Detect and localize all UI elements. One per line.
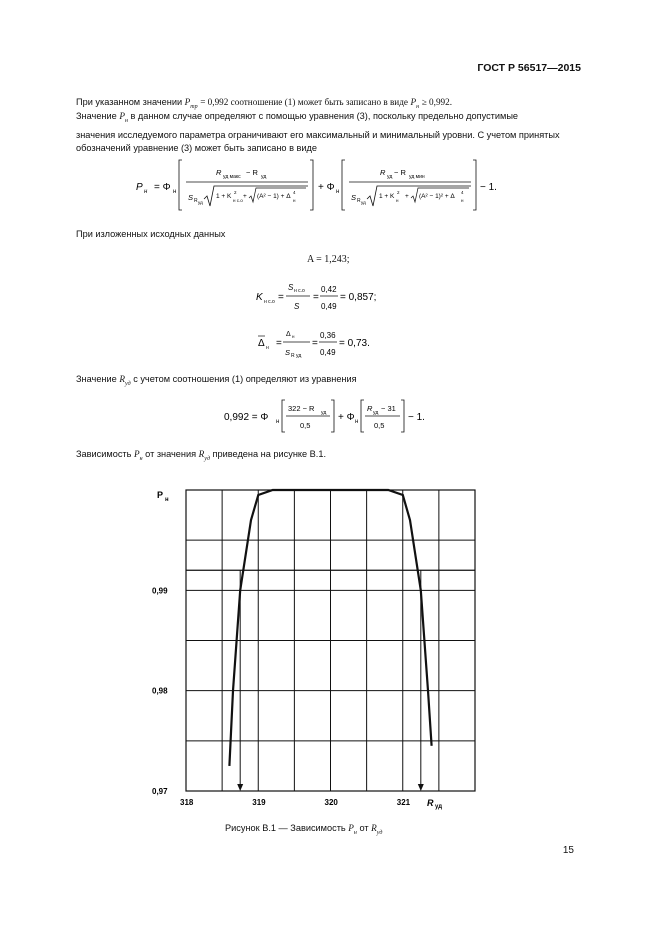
svg-text:+: + — [405, 193, 409, 200]
paragraph-1: При указанном значении $P_{mp} = 0,992$ соотношение (1) может быть записано в виде $P_н \ge 0,992$. — [76, 97, 453, 110]
p1-symbol: P — [184, 97, 191, 107]
chart-x-tick-label: 318 — [180, 798, 194, 807]
eq-main-tail: − 1. — [480, 182, 497, 193]
svg-text:н: н — [293, 198, 296, 203]
svg-text:уд: уд — [198, 200, 203, 205]
eq-main-lhs: P — [136, 182, 143, 193]
eq-final-den2: 0,5 — [374, 421, 385, 430]
svg-text:− R: − R — [394, 168, 406, 177]
svg-text:=: = — [278, 292, 284, 303]
eq-D-den2: 0,49 — [320, 348, 336, 357]
p1-text-b: = 0,992 соотношение (1) может быть записано в виде — [200, 97, 408, 107]
svg-text:+ Φ: + Φ — [318, 182, 335, 193]
svg-text:н с.о: н с.о — [264, 299, 275, 305]
svg-text:S: S — [351, 193, 357, 202]
p2-text-a: Значение — [76, 111, 117, 121]
figure-caption: Рисунок В.1 — Зависимость $P_н$ от $R_{уд}$ — [225, 823, 383, 836]
svg-text:н с.о: н с.о — [294, 288, 305, 294]
svg-text:н с.о: н с.о — [233, 198, 243, 203]
svg-text:н: н — [266, 345, 269, 351]
eq-final-lhs: 0,992 = Φ — [224, 412, 269, 423]
eq-K-den2: 0,49 — [321, 302, 337, 311]
main-equation — [130, 152, 510, 216]
chart-y-tick-label: 0,97 — [152, 787, 168, 796]
svg-text:4: 4 — [461, 190, 464, 195]
equation-final — [220, 396, 440, 436]
p5-text-b: от значения — [145, 449, 197, 459]
document-header: ГОСТ Р 56517—2015 — [477, 62, 581, 74]
svg-text:R: R — [194, 198, 198, 204]
eq-K-result: = 0,857; — [340, 292, 377, 303]
svg-text:уд: уд — [361, 200, 366, 205]
svg-text:+: + — [243, 193, 247, 200]
chart-y-tick-label: 0,98 — [152, 686, 168, 696]
equation-delta — [252, 324, 402, 360]
eq-final-num2: R — [367, 404, 373, 413]
svg-text:− R: − R — [246, 168, 258, 177]
svg-text:=: = — [276, 338, 282, 349]
eq-K-num1: S — [288, 283, 294, 292]
svg-text:Δ: Δ — [286, 331, 291, 338]
chart-ticks — [152, 586, 411, 807]
svg-text:1 + K: 1 + K — [379, 193, 395, 200]
paragraph-5: Зависимость $P_н$ от значения $R_{уд}$ приведена на рисунке В.1. — [76, 449, 327, 462]
svg-text:н: н — [165, 497, 169, 503]
paragraph-2: Значение $P_н$ в данном случае определяют с помощью уравнения (3), поскольку предельно допустимые значения исследуемого параметра ограничивают его максимальный и минимальный уровни. С учетом принятых обозначений уравнение (3) может быть записано в виде — [76, 110, 586, 156]
svg-text:уд: уд — [261, 174, 267, 180]
svg-text:R уд: R уд — [291, 353, 302, 359]
chart-x-tick-label: 319 — [252, 798, 266, 807]
eq-D-num2: 0,36 — [320, 331, 336, 340]
p4-text-a: Значение — [76, 374, 117, 384]
chart-xlabel: R — [427, 798, 434, 808]
svg-text:(A² − 1) + Δ: (A² − 1) + Δ — [257, 193, 291, 200]
figure-chart — [145, 480, 490, 810]
chart-x-tick-label: 320 — [324, 798, 338, 807]
svg-text:2: 2 — [234, 190, 237, 195]
svg-text:2: 2 — [397, 190, 400, 195]
chart-marker-arrow — [237, 784, 243, 791]
svg-text:=: = — [312, 338, 318, 349]
svg-text:R: R — [380, 168, 386, 177]
svg-text:+ Φ: + Φ — [338, 412, 355, 423]
svg-text:н: н — [336, 189, 340, 195]
svg-text:уд: уд — [321, 410, 327, 416]
svg-text:4: 4 — [293, 190, 296, 195]
svg-text:R: R — [357, 198, 361, 204]
svg-text:н: н — [292, 334, 295, 339]
svg-text:н: н — [461, 198, 464, 203]
equation-K — [250, 278, 400, 314]
svg-text:н: н — [173, 189, 177, 195]
p2-line-3: обозначений уравнение (3) может быть записано в виде — [76, 143, 318, 154]
chart-x-tick-label: 321 — [396, 798, 411, 807]
svg-text:− 31: − 31 — [381, 404, 396, 413]
svg-text:1 + K: 1 + K — [216, 193, 232, 200]
p1-subscript: mp — [190, 104, 198, 110]
p5-text-c: приведена на рисунке В.1. — [212, 449, 327, 459]
svg-text:S: S — [285, 348, 291, 357]
eq-D-result: = 0,73. — [339, 338, 370, 349]
p5-text-a: Зависимость — [76, 449, 132, 459]
page-number: 15 — [562, 845, 574, 856]
svg-text:н: н — [396, 198, 399, 203]
svg-text:уд мин: уд мин — [409, 174, 425, 180]
svg-text:R: R — [216, 168, 222, 177]
p2-text-b: в данном случае определяют с помощью уравнения (3), поскольку предельно допустимые — [130, 111, 519, 121]
p1-text-c: ≥ 0,992. — [421, 97, 453, 107]
paragraph-4: Значение $R_{уд}$ с учетом соотношения (1) определяют из уравнения — [76, 374, 357, 387]
caption-text-b: от — [359, 823, 369, 833]
svg-text:уд: уд — [373, 410, 379, 416]
eq-K-num2: 0,42 — [321, 285, 337, 294]
eq-final-den1: 0,5 — [300, 421, 311, 430]
svg-text:уд: уд — [435, 804, 442, 810]
svg-text:уд: уд — [387, 174, 393, 180]
eq-final-num1: 322 − R — [288, 404, 315, 413]
svg-text:н: н — [355, 419, 359, 425]
eq-final-tail: − 1. — [408, 412, 425, 423]
p4-text-b: с учетом соотношения (1) определяют из уравнения — [133, 374, 357, 384]
svg-text:уд макс: уд макс — [223, 174, 241, 180]
svg-text:н: н — [144, 189, 148, 195]
chart-marker-arrow — [418, 784, 424, 791]
svg-text:Δ: Δ — [258, 338, 265, 349]
svg-text:(A² − 1)² + Δ: (A² − 1)² + Δ — [419, 193, 455, 200]
svg-text:S: S — [188, 193, 194, 202]
paragraph-3: При изложенных исходных данных — [76, 229, 226, 239]
chart-ylabel: P — [157, 490, 164, 500]
chart-y-tick-label: 0,99 — [152, 586, 168, 596]
caption-text-a: Рисунок В.1 — Зависимость — [225, 823, 346, 833]
eq-K-den1: S — [294, 302, 300, 311]
svg-text:н: н — [276, 419, 280, 425]
svg-text:K: K — [256, 292, 263, 303]
p2-line-2: значения исследуемого параметра ограничивают его максимальный и минимальный уровни. С учетом принятых — [76, 129, 560, 140]
svg-text:= Φ: = Φ — [154, 182, 171, 193]
equation-A: A = 1,243; — [307, 254, 350, 265]
svg-text:=: = — [313, 292, 319, 303]
p1-text-a: При указанном значении — [76, 97, 183, 107]
